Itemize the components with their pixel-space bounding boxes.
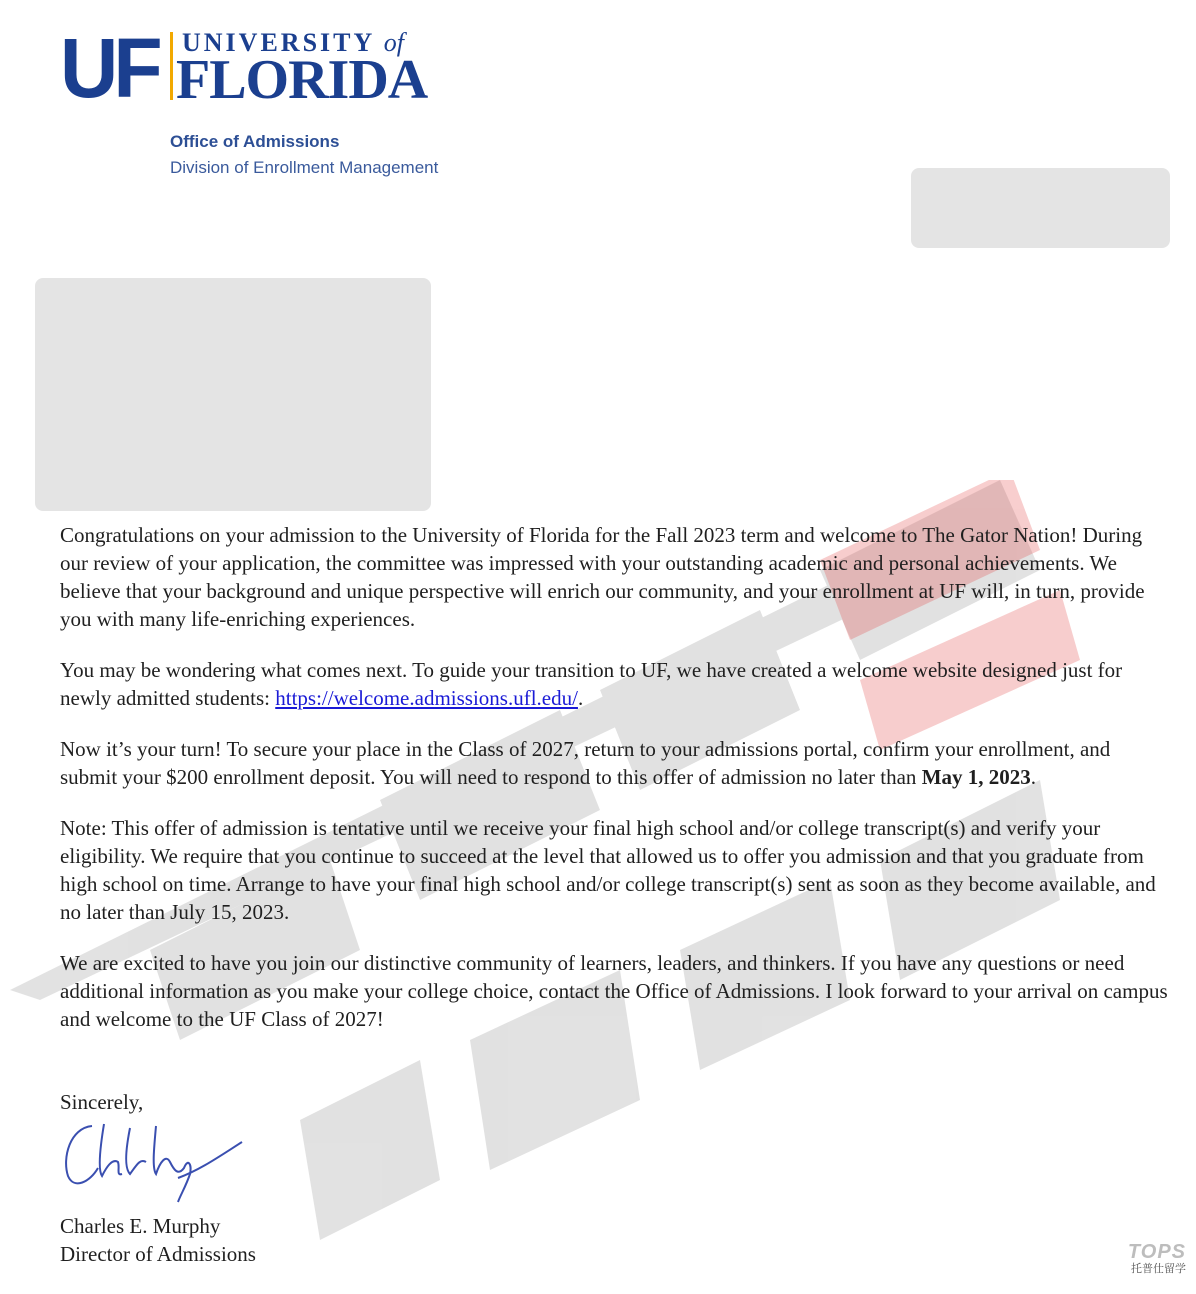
redacted-date-block	[911, 168, 1170, 248]
paragraph-note: Note: This offer of admission is tentative until we receive your final high school and/or college transcript(s) and verify your eligibility. We require that you continue to succeed at the level that allowed us to offer you admission and that you graduate from high school on time. Arrange to have your final high school and/or college transcript(s) sent as soon as they become available, and no later than July 15, 2023.	[60, 816, 1156, 924]
deadline-date: May 1, 2023	[921, 765, 1031, 789]
paragraph-next-steps-end: .	[577, 686, 584, 710]
paragraph-closing-remarks: We are excited to have you join our distinctive community of learners, leaders, and thinkers. If you have any questions or need additional information as you make your college choice, contact the Office of Admissions. I look forward to your arrival on campus and welcome to the UF Class of 2027!	[60, 951, 1168, 1031]
logo-of-word: of	[383, 28, 405, 57]
division-name: Division of Enrollment Management	[170, 158, 439, 177]
signer-name: Charles E. Murphy	[60, 1214, 221, 1238]
welcome-website-link[interactable]: https://welcome.admissions.ufl.edu/	[275, 686, 578, 710]
logo-florida-text: FLORIDA	[176, 49, 428, 111]
logo-university-word: UNIVERSITY	[182, 28, 375, 57]
letter-body	[60, 521, 1170, 1056]
tops-logo: TOPS	[1127, 1241, 1186, 1263]
closing-salutation: Sincerely,	[60, 1090, 144, 1114]
paragraph-next-steps	[60, 656, 1170, 712]
paragraph-enrollment	[60, 735, 1170, 791]
logo-divider	[170, 32, 173, 100]
paragraph-next-steps-text: You may be wondering what comes next. To guide your transition to UF, we have created a welcome website designed just for newly admitted students:	[60, 658, 1123, 710]
logo-uf-mark: UF	[60, 21, 158, 115]
signer-title: Director of Admissions	[60, 1242, 256, 1266]
paragraph-enrollment-text: Now it’s your turn! To secure your place in the Class of 2027, return to your admissions portal, confirm your enrollment, and submit your $200 enrollment deposit. You will need to respond to this offer of admission no later than	[60, 737, 1111, 789]
paragraph-enrollment-end: .	[1030, 765, 1037, 789]
redacted-address-block	[35, 278, 431, 511]
tops-chinese-text: 托普仕留学	[1131, 1262, 1186, 1275]
signature	[60, 1118, 250, 1203]
paragraph-congratulations: Congratulations on your admission to the University of Florida for the Fall 2023 term and welcome to The Gator Nation! During our review of your application, the committee was impressed with your outstanding academic and personal achievements. We believe that your background and unique perspective will enrich our community, and your enrollment at UF will, in turn, provide you with many life-enriching experiences.	[60, 523, 1145, 631]
office-name: Office of Admissions	[170, 132, 340, 151]
watermark-badge	[1128, 1242, 1186, 1276]
